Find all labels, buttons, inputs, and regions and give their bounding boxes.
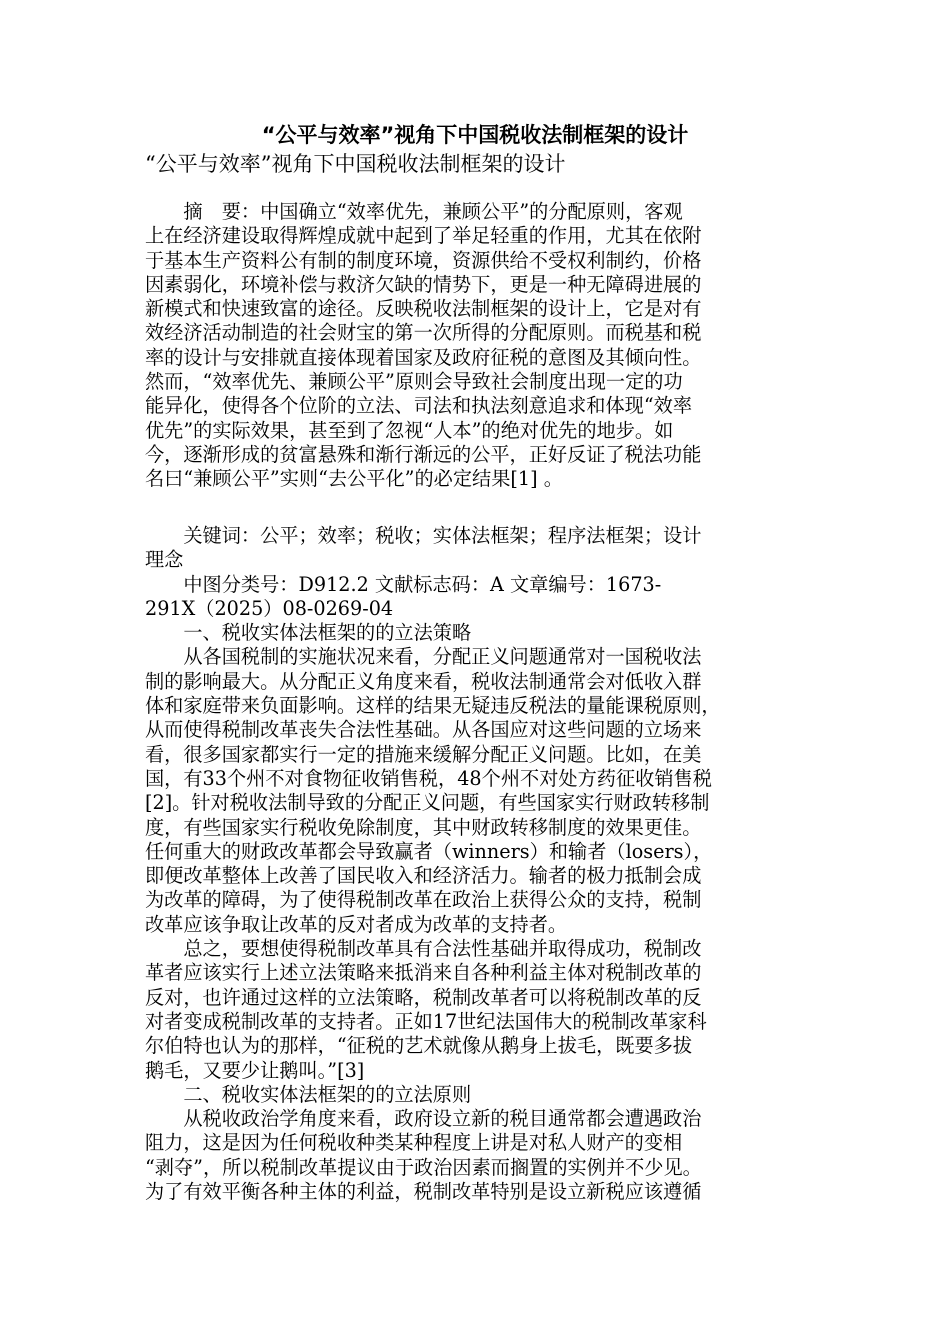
keywords-line: 理念 [145, 548, 184, 572]
abstract-line: 优先”的实际效果，甚至到了忽视“人本”的绝对优先的地步。如 [145, 418, 674, 442]
keywords-block [145, 524, 807, 1204]
abstract-line: 效经济活动制造的社会财宝的第一次所得的分配原则。而税基和税 [145, 321, 702, 345]
paragraph-line: 从税收政治学角度来看，政府设立新的税目通常都会遭遇政治 [145, 1107, 702, 1131]
paragraph-line: 阻力，这是因为任何税收种类某种程度上讲是对私人财产的变相 [145, 1131, 683, 1155]
paragraph-line: 尔伯特也认为的那样，“征税的艺术就像从鹅身上拔毛，既要多拔 [145, 1034, 693, 1058]
section-heading: 一、税收实体法框架的的立法策略 [145, 621, 472, 645]
paragraph-line: 从而使得税制改革丧失合法性基础。从各国应对这些问题的立场来 [145, 718, 702, 742]
paragraph-line: 度，有些国家实行税收免除制度，其中财政转移制度的效果更佳。 [145, 815, 702, 839]
paragraph-line: 反对，也许通过这样的立法策略，税制改革者可以将税制改革的反 [145, 985, 702, 1009]
keywords-line: 关键词：公平；效率；税收；实体法框架；程序法框架；设计 [145, 524, 702, 547]
paragraph-line: 改革应该争取让改革的反对者成为改革的支持者。 [145, 912, 568, 936]
abstract-line: 于基本生产资料公有制的制度环境，资源供给不受权利制约，价格 [145, 248, 702, 272]
paragraph-line: 制的影响最大。从分配正义角度来看，税收法制通常会对低收入群 [145, 669, 702, 693]
abstract-line: 新模式和快速致富的途径。反映税收法制框架的设计上，它是对有 [145, 297, 702, 321]
paragraph-line: 体和家庭带来负面影响。这样的结果无疑违反税法的量能课税原则， [145, 694, 721, 718]
abstract-line: 然而，“效率优先、兼顾公平”原则会导致社会制度出现一定的功 [145, 370, 683, 394]
abstract-line: 摘 要：中国确立“效率优先，兼顾公平”的分配原则，客观 [145, 200, 683, 223]
abstract-line: 率的设计与安排就直接体现着国家及政府征税的意图及其倾向性。 [145, 345, 702, 369]
classification-line: 291X（2025）08-0269-04 [145, 596, 394, 620]
paragraph-line: 看，很多国家都实行一定的措施来缓解分配正义问题。比如，在美 [145, 742, 702, 766]
abstract-line: 上在经济建设取得辉煌成就中起到了举足轻重的作用，尤其在依附 [145, 224, 702, 248]
abstract-line: 能异化，使得各个位阶的立法、司法和执法刻意追求和体现“效率 [145, 394, 693, 418]
abstract-line: 名曰“兼顾公平”实则“去公平化”的必定结果[1] 。 [145, 467, 563, 491]
paragraph-line: 为了有效平衡各种主体的利益，税制改革特别是设立新税应该遵循 [145, 1180, 702, 1204]
section-heading: 二、税收实体法框架的的立法原则 [145, 1082, 472, 1106]
article-title: “公平与效率”视角下中国税收法制框架的设计 [261, 123, 689, 147]
paragraph-line: 总之，要想使得税制改革具有合法性基础并取得成功，税制改 [145, 937, 702, 961]
paragraph-line: [2]。针对税收法制导致的分配正义问题，有些国家实行财政转移制 [145, 791, 710, 815]
classification-line: 中图分类号：D912.2 文献标志码：A 文章编号：1673- [145, 572, 662, 596]
abstract-block [145, 200, 807, 492]
paragraph-line: 从各国税制的实施状况来看，分配正义问题通常对一国税收法 [145, 645, 702, 669]
paragraph-line: 国，有33个州不对食物征收销售税，48个州不对处方药征收销售税 [145, 766, 712, 790]
paragraph-line: 为改革的障碍，为了使得税制改革在政治上获得公众的支持，税制 [145, 888, 702, 912]
paragraph-line: 对者变成税制改革的支持者。正如17世纪法国伟大的税制改革家科 [145, 1009, 707, 1033]
abstract-line: 今，逐渐形成的贫富悬殊和渐行渐远的公平，正好反证了税法功能 [145, 442, 702, 466]
abstract-line: 因素弱化，环境补偿与救济欠缺的情势下，更是一种无障碍进展的 [145, 272, 702, 296]
article-subtitle: “公平与效率”视角下中国税收法制框架的设计 [145, 152, 566, 176]
paragraph-line: 任何重大的财政改革都会导致赢者（winners）和输者（losers）， [145, 839, 713, 863]
paragraph-line: 鹅毛，又要少让鹅叫。”[3] [145, 1058, 365, 1082]
paragraph-line: 即便改革整体上改善了国民收入和经济活力。输者的极力抵制会成 [145, 864, 702, 888]
paragraph-line: “剥夺”，所以税制改革提议由于政治因素而搁置的实例并不少见。 [145, 1155, 702, 1179]
paragraph-line: 革者应该实行上述立法策略来抵消来自各种利益主体对税制改革的 [145, 961, 702, 985]
